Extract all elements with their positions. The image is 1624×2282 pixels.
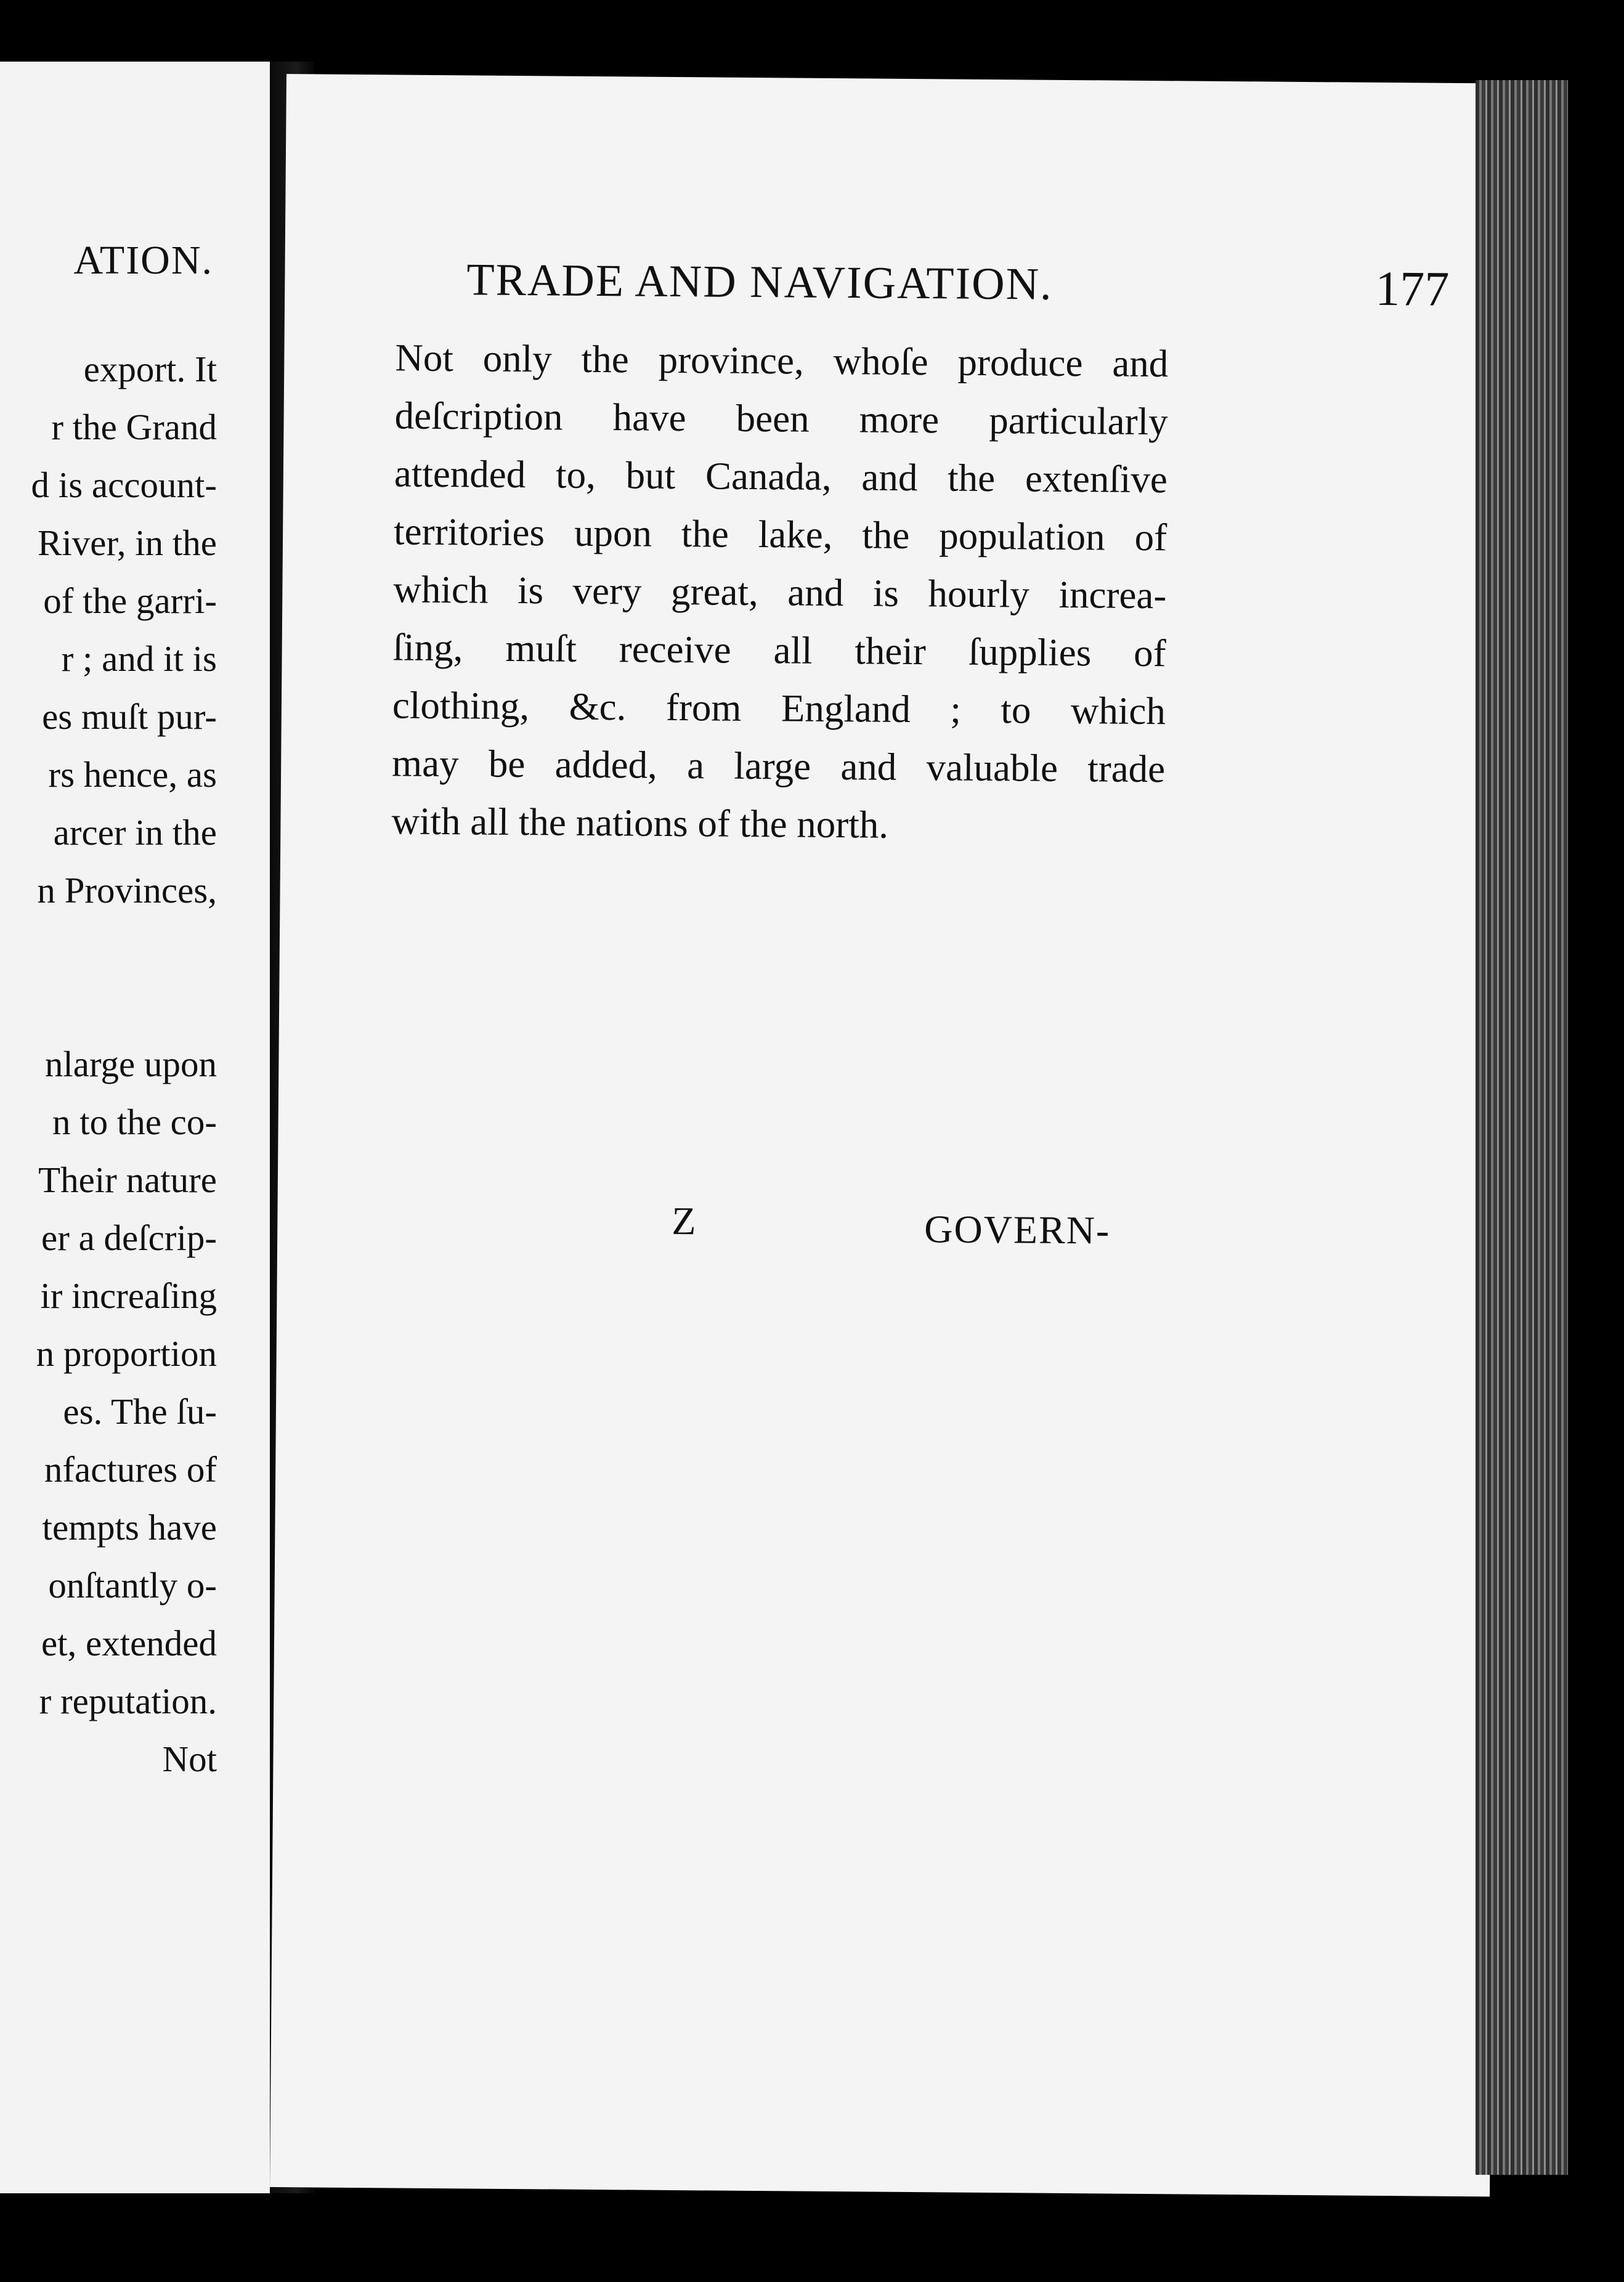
book-cover-edge (1568, 80, 1624, 2175)
left-page-line: rs hence, as (48, 754, 217, 795)
left-page-line: r reputation. (39, 1681, 217, 1721)
left-page-line: r ; and it is (61, 638, 217, 679)
body-paragraph (391, 328, 1169, 856)
body-line: Not only the province, whoſe produce and (395, 336, 1169, 386)
page-number: 177 (1374, 261, 1450, 317)
left-page-line: er a deſcrip- (41, 1217, 217, 1258)
left-page-line: onſtantly o- (48, 1565, 217, 1606)
left-page-line: es muſt pur- (42, 696, 217, 737)
running-head (466, 235, 1453, 317)
body-line: deſcription have been more particularly (394, 394, 1168, 444)
body-line: clothing, &c. from England ; to which (392, 683, 1166, 733)
left-page-line: es. The ſu- (63, 1391, 217, 1432)
left-page-line: Not (162, 1739, 217, 1779)
body-line: which is very great, and is hourly increa- (393, 567, 1167, 617)
left-page-line: export. It (83, 349, 217, 389)
catchword: GOVERN- (924, 1207, 1111, 1253)
body-line: ſing, muſt receive all their ſupplies of (392, 625, 1166, 675)
right-page (270, 74, 1506, 2196)
body-line: territories upon the lake, the population of (393, 510, 1167, 559)
left-page-line: nfactures of (44, 1449, 217, 1490)
left-page-line: of the garri- (43, 580, 217, 621)
left-page-line: arcer in the (53, 812, 217, 853)
left-page-line: n Provinces, (37, 870, 217, 911)
left-page-line: tempts have (42, 1507, 217, 1548)
running-title: TRADE AND NAVIGATION. (466, 254, 1053, 310)
signature-mark: Z (672, 1198, 696, 1243)
body-line: with all the nations of the north. (391, 799, 889, 847)
left-page-line: ir increaſing (40, 1275, 217, 1316)
left-page-line: n to the co- (52, 1102, 217, 1142)
left-page-line: r the Grand (51, 407, 217, 447)
left-page-line: Their nature (38, 1159, 217, 1200)
left-page-line: nlarge upon (44, 1044, 217, 1084)
left-page-line: River, in the (38, 522, 217, 563)
left-page-line: d is account- (31, 465, 217, 505)
left-page-line: et, extended (41, 1623, 217, 1663)
left-page (0, 62, 270, 2193)
left-page-line: n proportion (36, 1333, 217, 1374)
left-running-head: ATION. (73, 238, 213, 283)
page-edge-stack (1476, 80, 1568, 2175)
body-line: attended to, but Canada, and the extenſive (394, 452, 1168, 501)
body-line: may be added, a large and valuable trade (391, 741, 1166, 791)
